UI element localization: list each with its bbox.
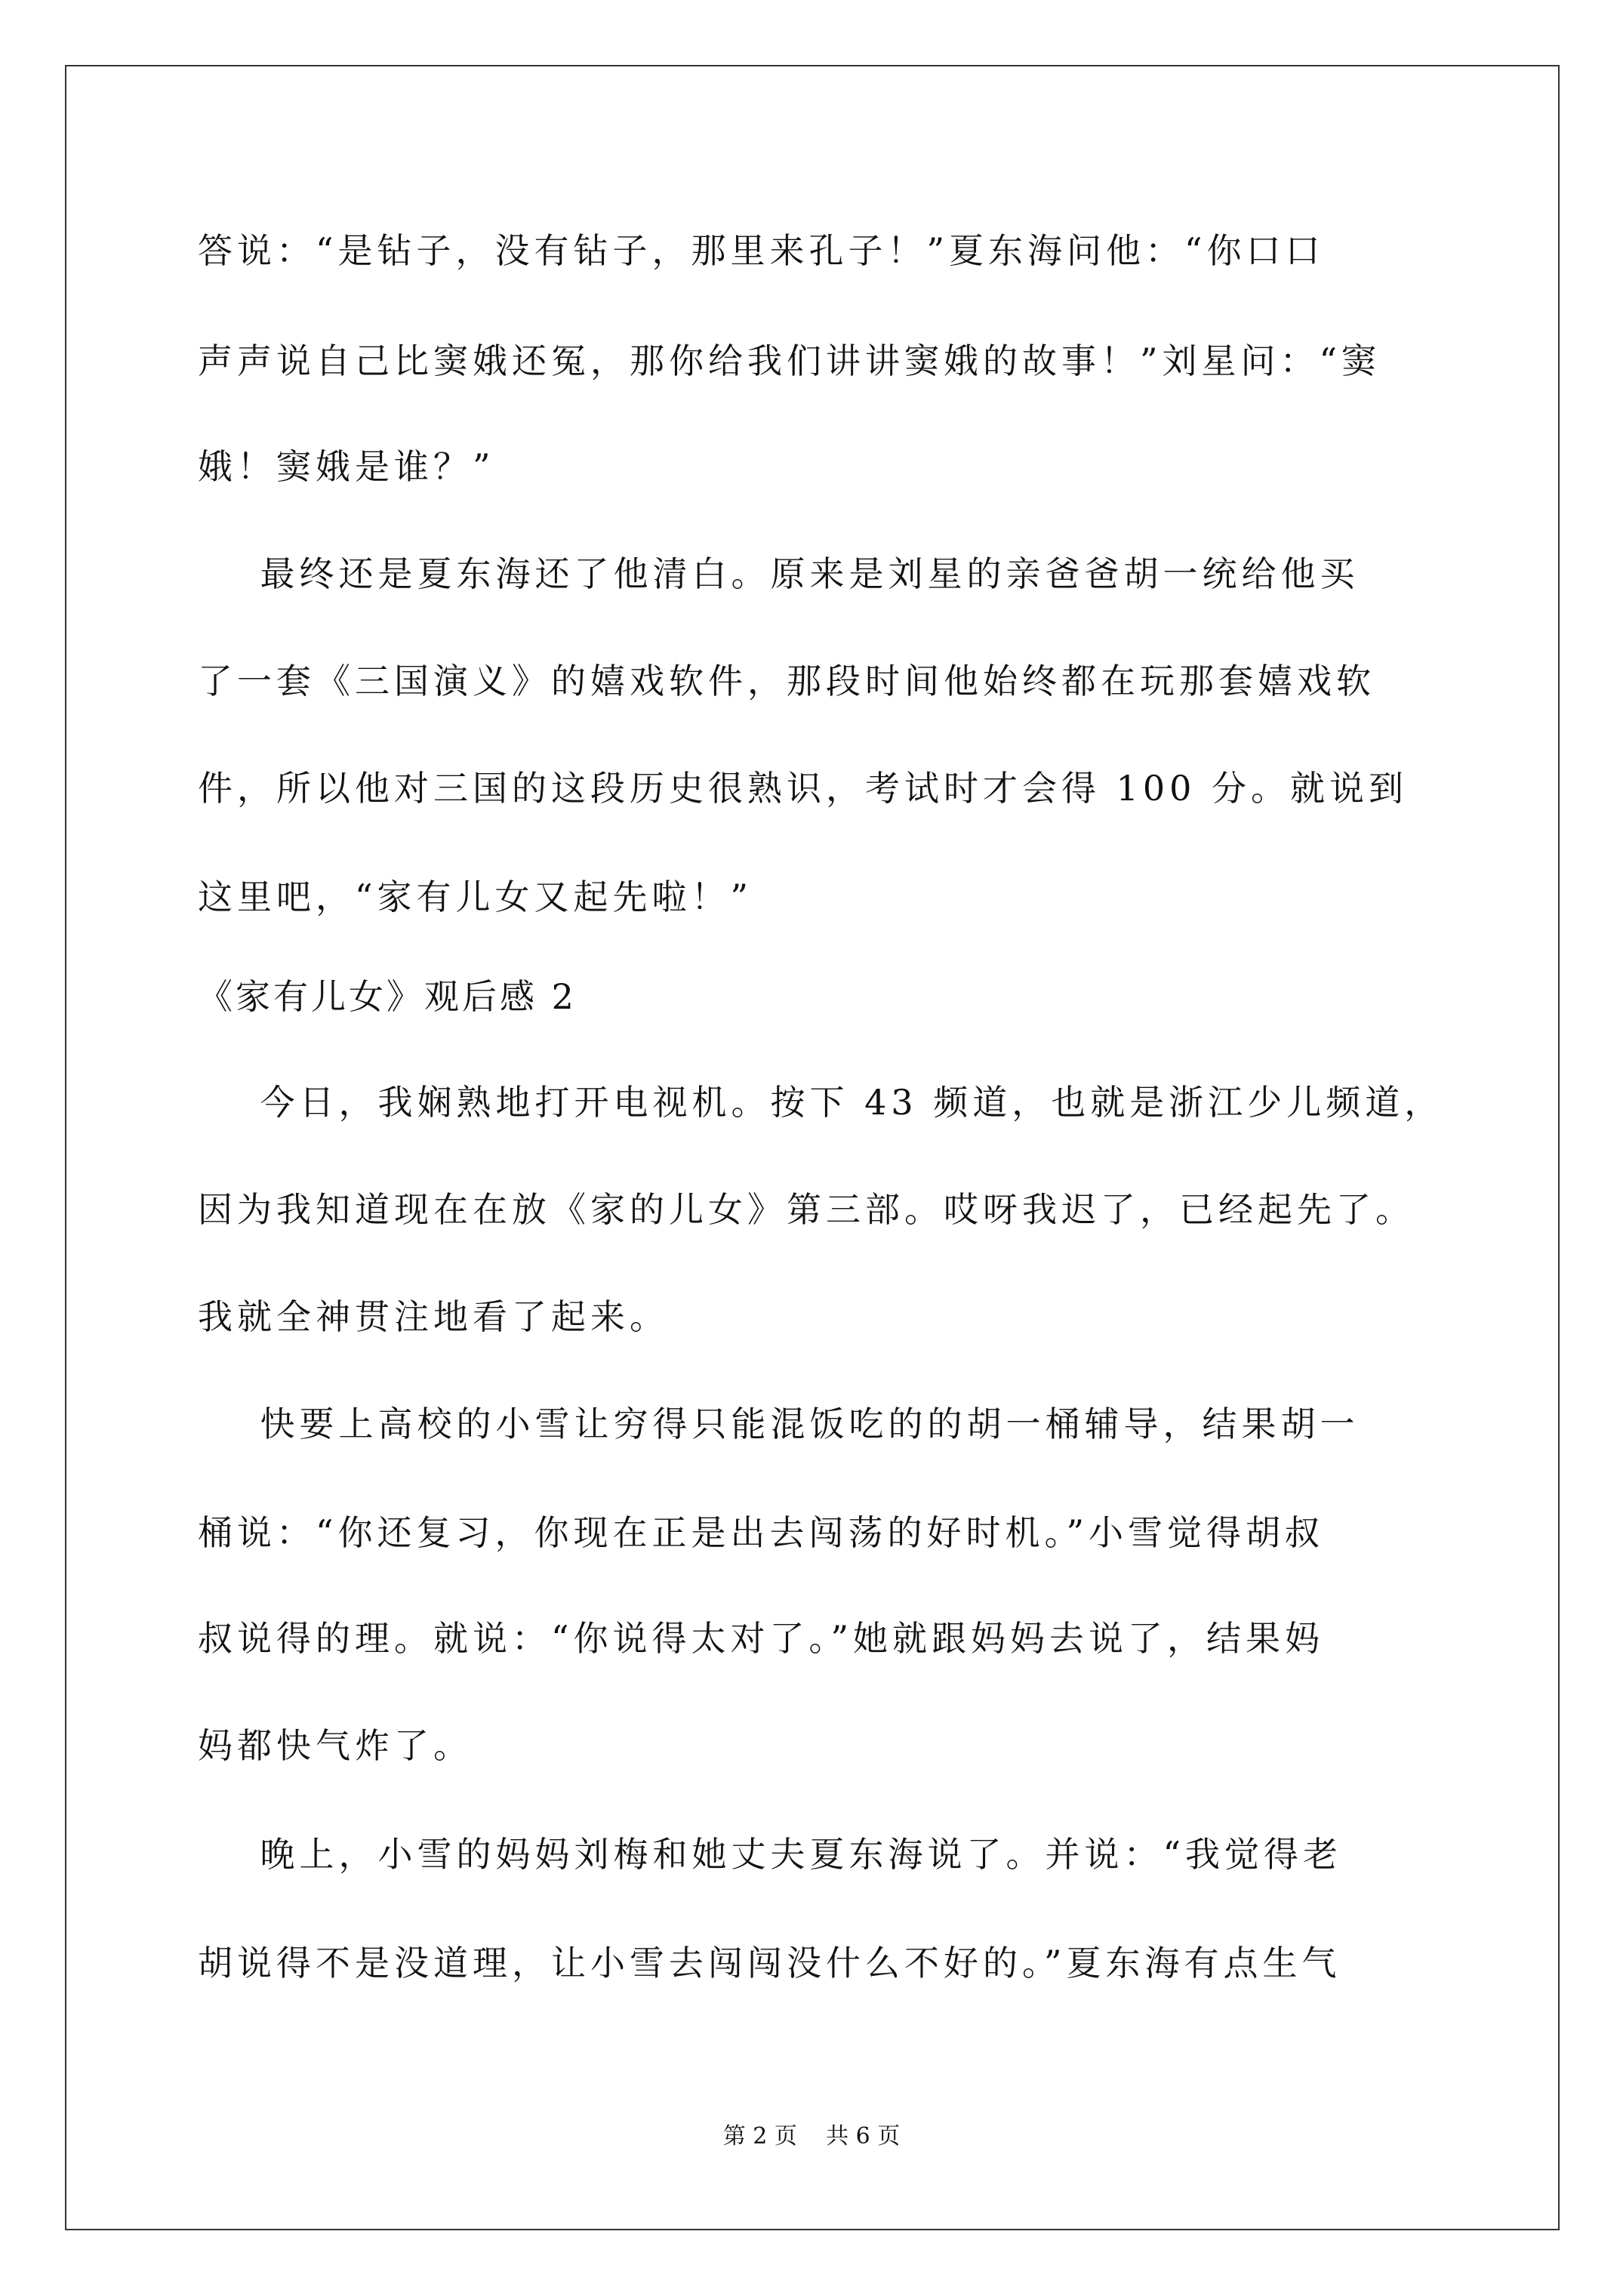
text-line: 件，所以他对三国的这段历史很熟识，考试时才会得 100 分。就说到 [198, 768, 1409, 809]
page-border [65, 65, 1560, 2230]
text-line: 叔说得的理。就说：“你说得太对了。”她就跟妈妈去说了，结果妈 [198, 1618, 1325, 1659]
text-line: 声声说自己比窦娥还冤，那你给我们讲讲窦娥的故事！”刘星问：“窦 [198, 341, 1381, 381]
text-line: 妈都快气炸了。 [198, 1725, 473, 1766]
text-line: 今日，我娴熟地打开电视机。按下 43 频道，也就是浙江少儿频道， [198, 1082, 1444, 1123]
text-line: 晚上，小雪的妈妈刘梅和她丈夫夏东海说了。并说：“我觉得老 [198, 1834, 1343, 1875]
page-number-footer: 第 2 页 共 6 页 [722, 2123, 901, 2150]
text-line: 因为我知道现在在放《家的儿女》第三部。哎呀我迟了，已经起先了。 [198, 1189, 1415, 1230]
text-line: 了一套《三国演义》的嬉戏软件，那段时间他始终都在玩那套嬉戏软 [198, 661, 1375, 701]
text-line: 我就全神贯注地看了起来。 [198, 1296, 669, 1337]
section-heading: 《家有儿女》观后感 2 [198, 976, 577, 1017]
text-line: 胡说得不是没道理，让小雪去闯闯没什么不好的。”夏东海有点生气 [198, 1943, 1341, 1983]
text-line: 桶说：“你还复习，你现在正是出去闯荡的好时机。”小雪觉得胡叔 [198, 1512, 1325, 1553]
text-line: 娥！窦娥是谁？” [198, 446, 495, 487]
text-line: 最终还是夏东海还了他清白。原来是刘星的亲爸爸胡一统给他买 [198, 553, 1360, 594]
text-line: 快要上高校的小雪让穷得只能混饭吃的的胡一桶辅导，结果胡一 [198, 1404, 1360, 1444]
text-line: 答说：“是钻子，没有钻子，那里来孔子！”夏东海问他：“你口口 [198, 230, 1325, 271]
text-line: 这里吧，“家有儿女又起先啦！” [198, 877, 753, 917]
